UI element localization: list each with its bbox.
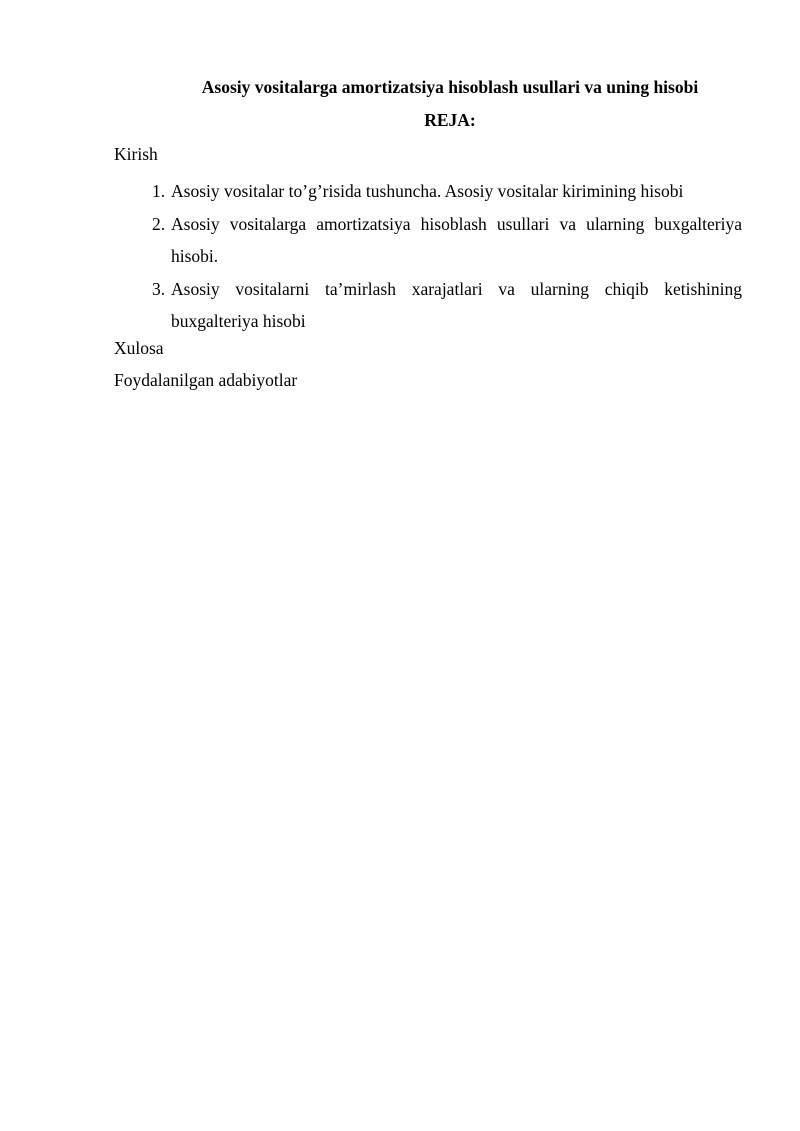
list-item bbox=[146, 208, 742, 273]
intro-line: Kirish bbox=[114, 144, 158, 164]
plan-heading: REJA: bbox=[424, 110, 476, 130]
list-item bbox=[146, 273, 742, 338]
references-line: Foydalanilgan adabiyotlar bbox=[114, 370, 298, 390]
list-item-number: 3. bbox=[152, 278, 166, 299]
conclusion-line: Xulosa bbox=[114, 338, 164, 358]
list-item-number: 2. bbox=[152, 213, 166, 234]
list-item-text: Asosiy vositalarni ta’mirlash xarajatlari va ularning chiqib ketishining buxgalteriya hisobi bbox=[171, 278, 742, 331]
list-item-text: Asosiy vositalarga amortizatsiya hisoblash usullari va ularning buxgalteriya hisobi. bbox=[171, 213, 742, 266]
plan-list bbox=[146, 175, 742, 338]
document-title: Asosiy vositalarga amortizatsiya hisoblash usullari va uning hisobi bbox=[201, 77, 699, 97]
list-item-number: 1. bbox=[152, 181, 166, 201]
list-item-text: Asosiy vositalar to’g’risida tushuncha. Asosiy vositalar kirimining hisobi bbox=[171, 181, 684, 201]
list-item bbox=[146, 175, 742, 208]
